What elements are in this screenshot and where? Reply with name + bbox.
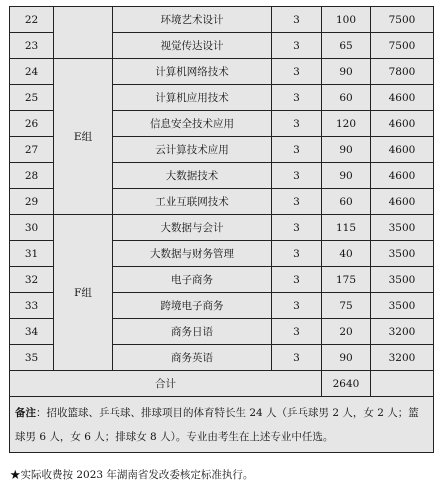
major-name: 大数据与财务管理 bbox=[113, 241, 272, 267]
years: 3 bbox=[272, 241, 322, 267]
major-name: 计算机应用技术 bbox=[113, 85, 272, 111]
major-name: 大数据技术 bbox=[113, 163, 272, 189]
row-number: 27 bbox=[10, 137, 54, 163]
years: 3 bbox=[272, 215, 322, 241]
tuition-fee: 3500 bbox=[371, 241, 434, 267]
enroll-count: 90 bbox=[322, 345, 371, 371]
years: 3 bbox=[272, 59, 322, 85]
row-number: 28 bbox=[10, 163, 54, 189]
years: 3 bbox=[272, 345, 322, 371]
table-row bbox=[10, 59, 434, 85]
tuition-fee: 4600 bbox=[371, 163, 434, 189]
major-name: 商务日语 bbox=[113, 319, 272, 345]
row-number: 24 bbox=[10, 59, 54, 85]
years: 3 bbox=[272, 111, 322, 137]
row-number: 26 bbox=[10, 111, 54, 137]
row-number: 23 bbox=[10, 33, 54, 59]
tuition-fee: 7500 bbox=[371, 33, 434, 59]
enroll-count: 65 bbox=[322, 33, 371, 59]
enroll-count: 120 bbox=[322, 111, 371, 137]
major-name: 商务英语 bbox=[113, 345, 272, 371]
row-number: 30 bbox=[10, 215, 54, 241]
total-row bbox=[10, 371, 434, 397]
enroll-count: 90 bbox=[322, 59, 371, 85]
tuition-fee: 3500 bbox=[371, 267, 434, 293]
major-name: 视觉传达设计 bbox=[113, 33, 272, 59]
group-f: F组 bbox=[54, 215, 113, 371]
major-name: 计算机网络技术 bbox=[113, 59, 272, 85]
note-text: ：招收篮球、乒乓球、排球项目的体育特长生 24 人（乒乓球男 2 人，女 2 人；篮球男 6 人，女 6 人；排球女 8 人）。专业由考生在上述专业中任选。 bbox=[15, 407, 419, 443]
note-cell bbox=[10, 397, 434, 453]
years: 3 bbox=[272, 85, 322, 111]
row-number: 33 bbox=[10, 293, 54, 319]
years: 3 bbox=[272, 293, 322, 319]
major-name: 工业互联网技术 bbox=[113, 189, 272, 215]
group-e: E组 bbox=[54, 59, 113, 215]
table-row bbox=[10, 215, 434, 241]
years: 3 bbox=[272, 163, 322, 189]
years: 3 bbox=[272, 189, 322, 215]
row-number: 25 bbox=[10, 85, 54, 111]
years: 3 bbox=[272, 319, 322, 345]
years: 3 bbox=[272, 33, 322, 59]
major-name: 信息安全技术应用 bbox=[113, 111, 272, 137]
footnote: ★实际收费按 2023 年湖南省发改委核定标准执行。 bbox=[10, 469, 254, 481]
total-value: 2640 bbox=[322, 371, 371, 397]
tuition-fee: 7800 bbox=[371, 59, 434, 85]
tuition-fee: 3200 bbox=[371, 319, 434, 345]
years: 3 bbox=[272, 7, 322, 33]
years: 3 bbox=[272, 137, 322, 163]
note-row bbox=[10, 397, 434, 453]
group-cell-empty bbox=[54, 7, 113, 59]
table-row bbox=[10, 7, 434, 33]
years: 3 bbox=[272, 267, 322, 293]
major-name: 环境艺术设计 bbox=[113, 7, 272, 33]
row-number: 31 bbox=[10, 241, 54, 267]
enroll-count: 90 bbox=[322, 163, 371, 189]
tuition-fee: 4600 bbox=[371, 111, 434, 137]
major-name: 跨境电子商务 bbox=[113, 293, 272, 319]
tuition-fee: 3200 bbox=[371, 345, 434, 371]
row-number: 32 bbox=[10, 267, 54, 293]
enroll-count: 100 bbox=[322, 7, 371, 33]
major-name: 大数据与会计 bbox=[113, 215, 272, 241]
major-name: 云计算技术应用 bbox=[113, 137, 272, 163]
row-number: 35 bbox=[10, 345, 54, 371]
enroll-count: 90 bbox=[322, 137, 371, 163]
row-number: 22 bbox=[10, 7, 54, 33]
enrollment-table bbox=[9, 6, 434, 453]
total-label: 合计 bbox=[10, 371, 322, 397]
tuition-fee: 4600 bbox=[371, 137, 434, 163]
enroll-count: 60 bbox=[322, 189, 371, 215]
major-name: 电子商务 bbox=[113, 267, 272, 293]
tuition-fee: 7500 bbox=[371, 7, 434, 33]
row-number: 29 bbox=[10, 189, 54, 215]
note-label: 备注 bbox=[15, 407, 36, 419]
total-empty bbox=[371, 371, 434, 397]
enroll-count: 75 bbox=[322, 293, 371, 319]
row-number: 34 bbox=[10, 319, 54, 345]
enroll-count: 40 bbox=[322, 241, 371, 267]
tuition-fee: 3500 bbox=[371, 293, 434, 319]
tuition-fee: 4600 bbox=[371, 189, 434, 215]
enroll-count: 20 bbox=[322, 319, 371, 345]
enroll-count: 115 bbox=[322, 215, 371, 241]
tuition-fee: 4600 bbox=[371, 85, 434, 111]
enroll-count: 175 bbox=[322, 267, 371, 293]
enroll-count: 60 bbox=[322, 85, 371, 111]
tuition-fee: 3500 bbox=[371, 215, 434, 241]
